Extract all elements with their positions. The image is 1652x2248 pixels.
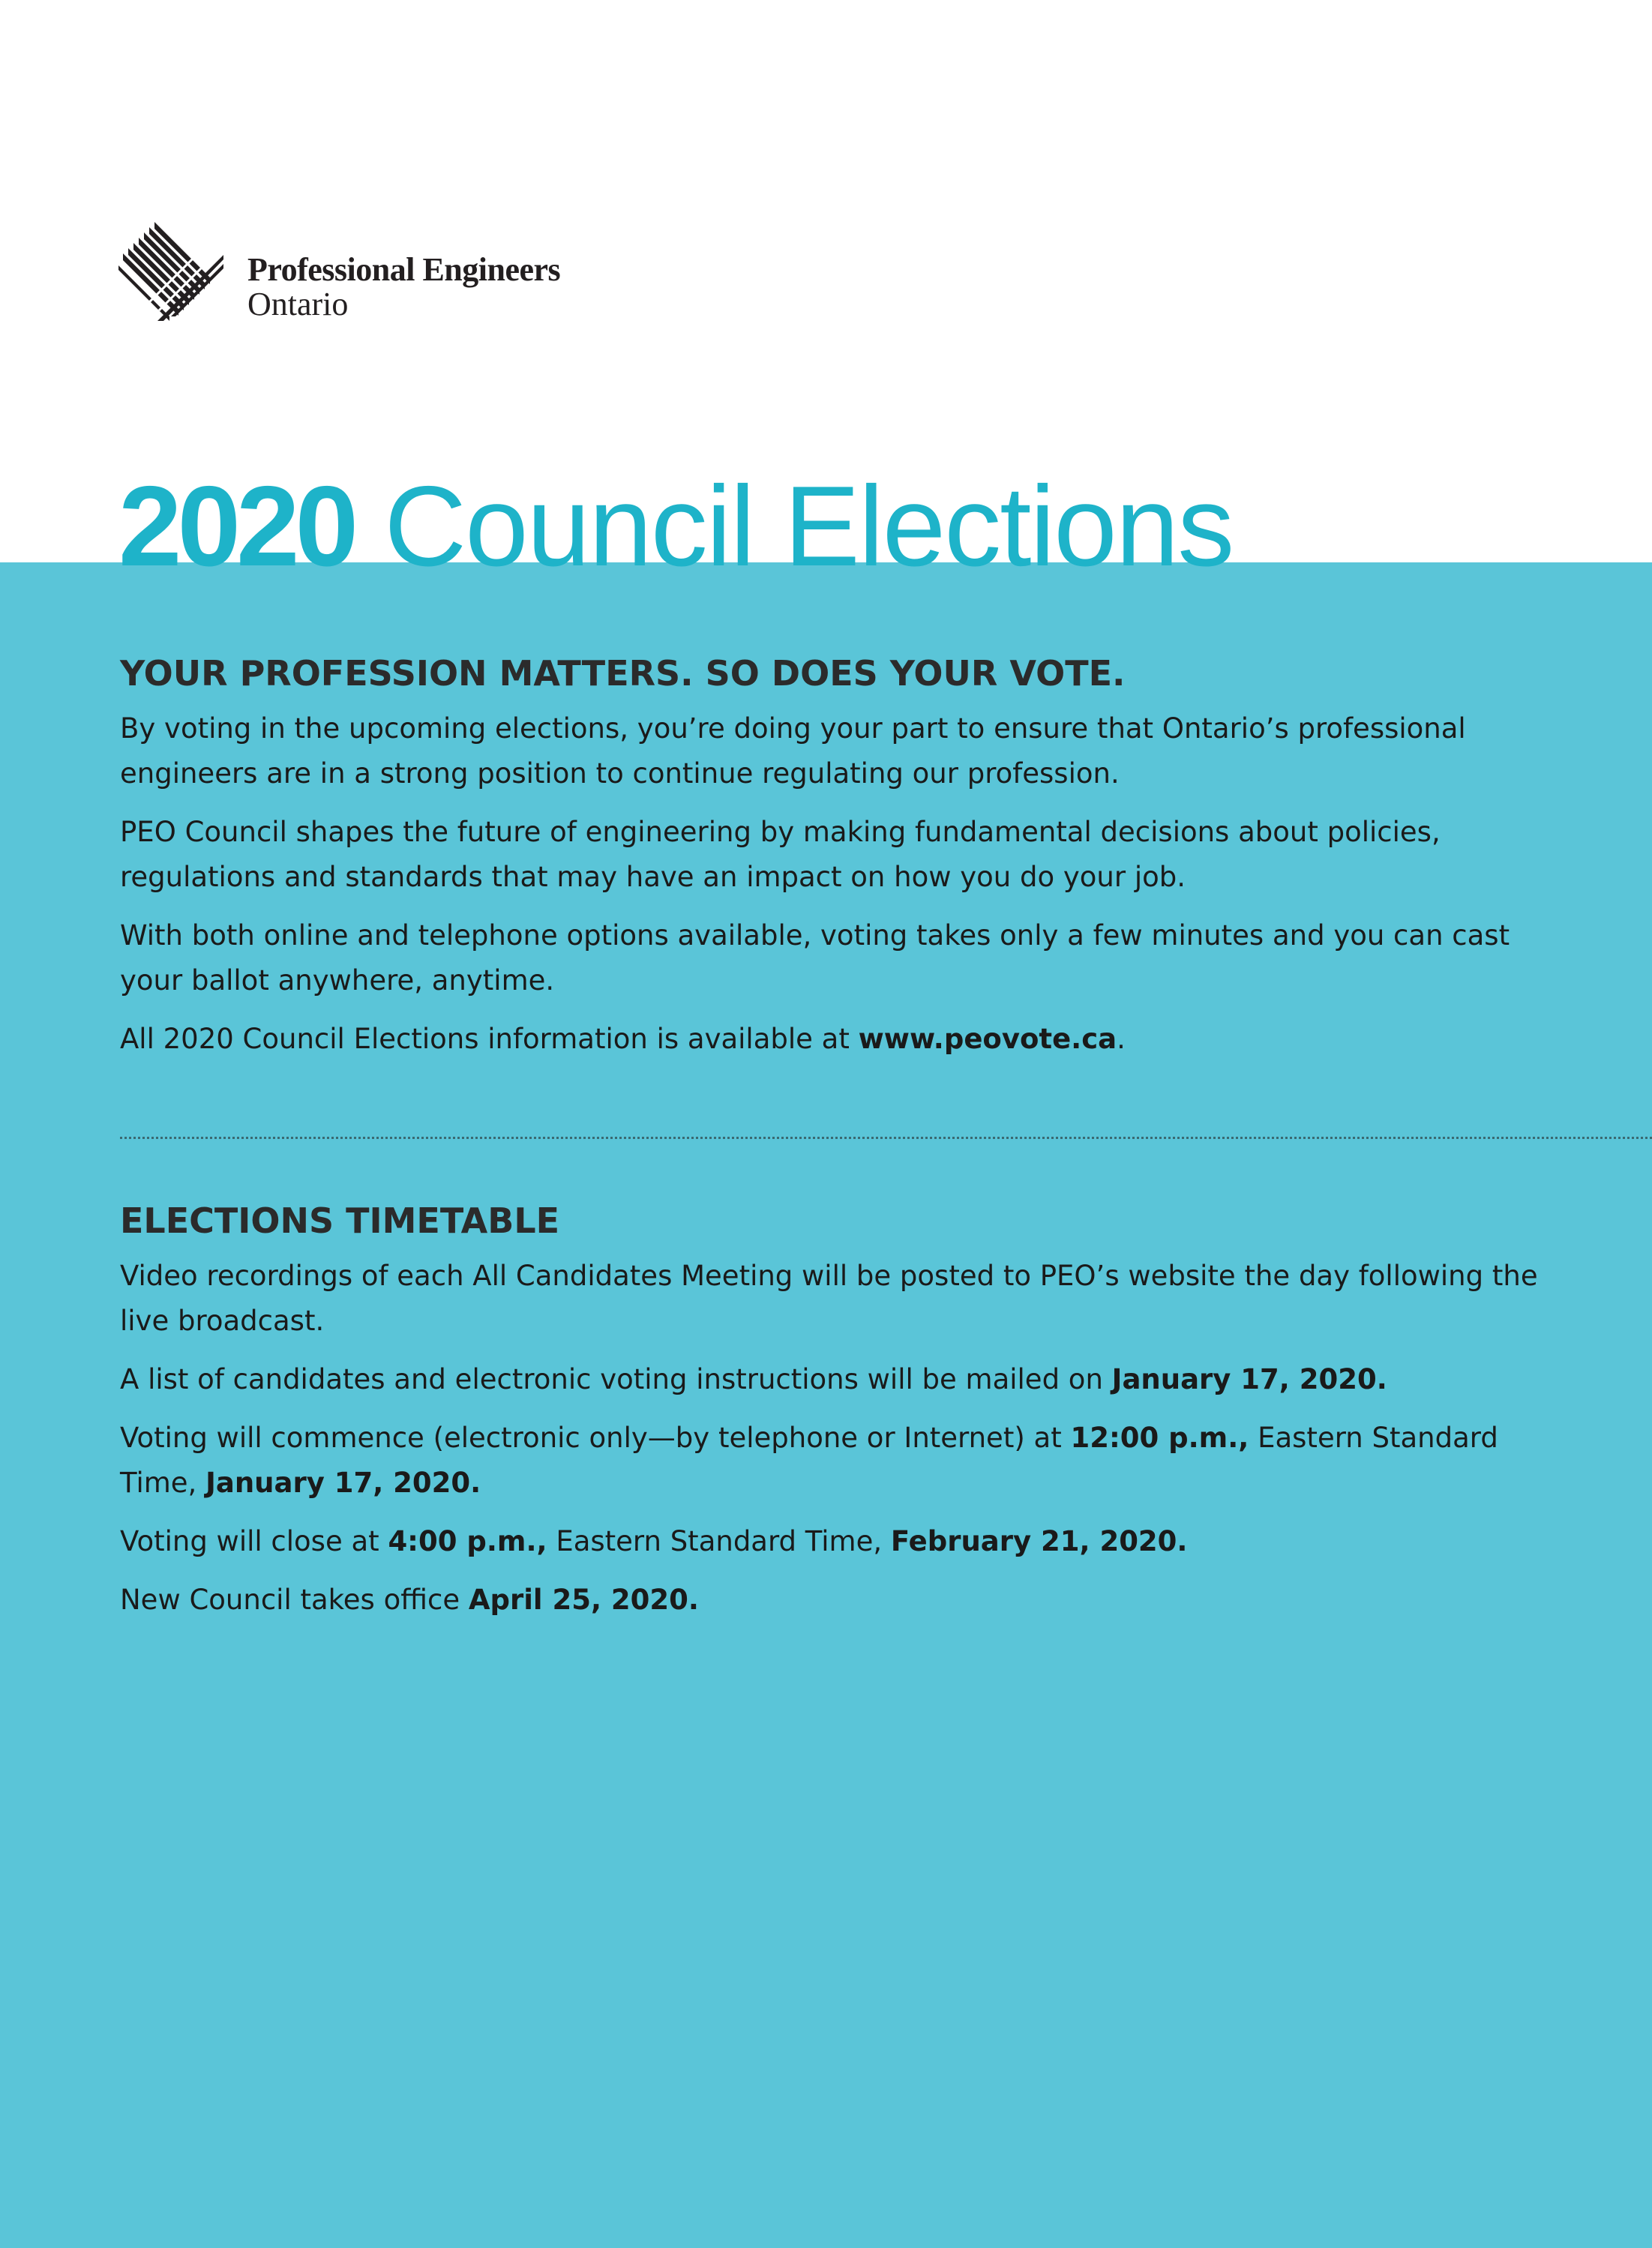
paragraph-text: Voting will close at [120,1525,388,1557]
logo-name-line1: Professional Engineers [247,251,561,288]
logo-name-line2: Ontario [247,286,349,322]
paragraph-text: New Council takes office [120,1584,469,1616]
section-elections-timetable [120,1198,1545,1636]
date-text: January 17, 2020. [1111,1363,1387,1395]
paragraph-text: A list of candidates and electronic voting instructions will be mailed on [120,1363,1112,1395]
date-text: January 17, 2020. [205,1467,481,1499]
section-heading: ELECTIONS TIMETABLE [120,1200,560,1241]
paragraph-text: . [1117,1023,1126,1055]
paragraph-text: Eastern Standard Time, [120,1422,1498,1499]
paragraph: With both online and telephone options available, voting takes only a few minutes and you can cast your ballot anywhere, anytime. [120,919,1510,997]
date-text: April 25, 2020. [468,1584,699,1616]
paragraph: Video recordings of each All Candidates Meeting will be posted to PEO’s website the day following the live broadcast. [120,1260,1538,1337]
paragraph: PEO Council shapes the future of engineering by making fundamental decisions about policies, regulations and standards that may have an impact on how you do your job. [120,816,1441,893]
paragraph [120,1578,1545,1623]
section-heading: YOUR PROFESSION MATTERS. SO DOES YOUR VOTE. [120,653,1126,694]
title-year: 2020 [118,463,355,590]
paragraph-text: Eastern Standard Time, [547,1525,891,1557]
paragraph [120,1519,1545,1564]
paragraph [120,1017,1545,1062]
paragraph-text: All 2020 Council Elections information is available at [120,1023,859,1055]
paragraph [120,1416,1545,1506]
date-text: February 21, 2020. [890,1525,1188,1557]
page-title [118,463,1234,590]
time-text: 4:00 p.m., [388,1525,547,1557]
time-text: 12:00 p.m., [1070,1422,1249,1454]
title-text: Council Elections [384,463,1234,590]
paragraph: By voting in the upcoming elections, you’re doing your part to ensure that Ontario’s professional engineers are in a strong position to continue regulating our profession. [120,712,1466,790]
peovote-link[interactable]: www.peovote.ca [858,1023,1117,1055]
peo-logo-text [247,253,560,322]
section-vote-matters [120,651,1545,1075]
paragraph [120,1357,1545,1402]
paragraph-text: Voting will commence (electronic only—by telephone or Internet) at [120,1422,1071,1454]
dotted-divider [120,1137,1652,1139]
peo-logo-icon [118,216,223,321]
